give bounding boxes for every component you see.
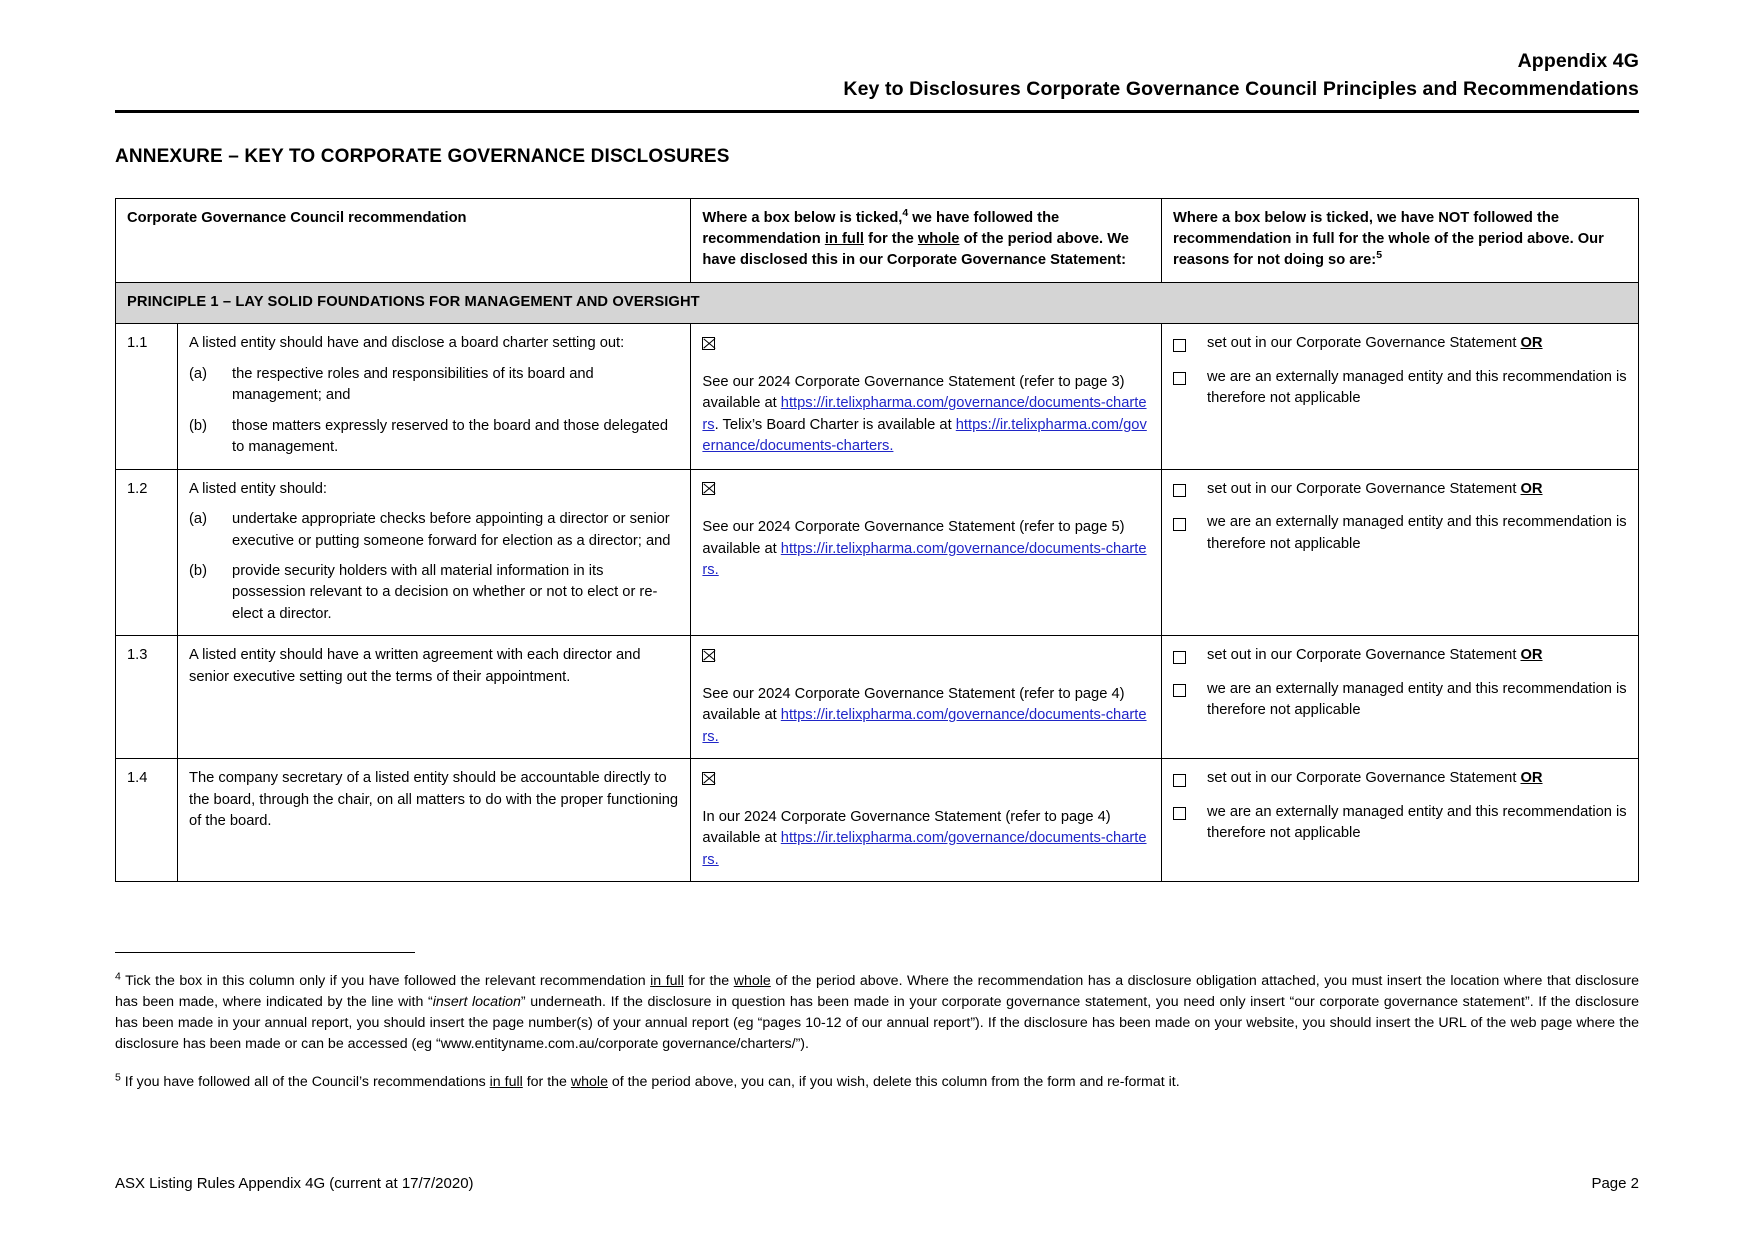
checkbox-wrapper — [1173, 333, 1207, 356]
checkbox-wrapper — [1173, 512, 1207, 555]
not-followed-option-2 — [1173, 679, 1628, 722]
subitem-text: the respective roles and responsibilities of its board and management; and — [232, 365, 594, 404]
not-followed-cell — [1161, 324, 1638, 469]
footnote-ref-4: 4 — [902, 206, 909, 219]
document-header — [115, 0, 1639, 113]
checkbox-icon[interactable] — [1173, 684, 1186, 697]
option-1-label — [1207, 768, 1628, 791]
document-footer — [115, 1175, 1639, 1192]
option-1-or: OR — [1520, 770, 1543, 787]
principle-1-heading: PRINCIPLE 1 – LAY SOLID FOUNDATIONS FOR MANAGEMENT AND OVERSIGHT — [116, 282, 1639, 323]
table-row — [116, 636, 1639, 759]
checked-checkbox-icon[interactable] — [702, 337, 715, 350]
subitem-text: undertake appropriate checks before appointing a director or senior executive or putting someone forward for election as a director; and — [232, 511, 671, 549]
option-2-label: we are an externally managed entity and this recommendation is therefore not applicable — [1206, 803, 1627, 842]
not-followed-option-1 — [1173, 479, 1628, 502]
disclosure-location-text — [702, 807, 1151, 871]
followed-cell — [691, 759, 1162, 882]
recommendation-text — [178, 324, 691, 469]
not-followed-option-1 — [1173, 333, 1628, 356]
footer-page-number: Page 2 — [1591, 1175, 1639, 1192]
footnotes-section — [115, 952, 1639, 1109]
column-header-recommendation: Corporate Governance Council recommendation — [116, 198, 691, 282]
option-1-text: set out in our Corporate Governance Statement — [1206, 480, 1521, 497]
column-header-followed: Where a box below is ticked,$^4$ we have followed the recommendation in full for the whole of the period above. We have disclosed this in our Corporate Governance Statement: — [691, 198, 1162, 282]
column-header-not-followed: Where a box below is ticked, we have NOT followed the recommendation in full for the whole of the period above. Our reasons for not doing so are:$^5$ — [1161, 198, 1638, 282]
recommendation-subitem — [189, 364, 680, 407]
option-2-label: we are an externally managed entity and this recommendation is therefore not applicable — [1206, 368, 1627, 407]
recommendation-subitem — [189, 416, 680, 459]
footnote-4: $^4$ Tick the box in this column only if you have followed the relevant recommendation in full for the whole of the period above. Where the recommendation has a disclosure obligation attached, you must insert the location where that disclosure has been made, where indicated by the line with “insert location” underneath. If the disclosure in question has been made in your corporate governance statement, you need only insert “our corporate governance statement”. If the disclosure has been made in your annual report, you should insert the page number(s) of your annual report (eg “pages 10-12 of our annual report”). If the disclosure has been made on your website, you should insert the URL of the web page where the disclosure has been made or can be accessed (eg “www.entityname.com.au/corporate governance/charters/”). — [115, 970, 1640, 1053]
checked-checkbox-icon[interactable] — [702, 772, 715, 785]
table-row — [116, 469, 1639, 636]
footnote-separator — [115, 952, 415, 953]
disclosure-location-text — [702, 684, 1151, 748]
table-row — [116, 324, 1639, 469]
followed-cell — [691, 636, 1162, 759]
recommendation-number: 1.3 — [116, 636, 178, 759]
followed-checkbox-line — [702, 768, 1151, 789]
not-followed-option-2 — [1173, 367, 1628, 410]
checkbox-icon[interactable] — [1173, 518, 1186, 531]
disclosure-text-lead: See our 2024 Corporate Governance Statement (refer to page 4) available at — [702, 685, 1125, 724]
checkbox-icon[interactable] — [1173, 774, 1186, 787]
followed-cell — [691, 469, 1162, 636]
subitem-text: provide security holders with all material information in its possession relevant to a decision on whether or not to elect or re-elect a director. — [232, 562, 658, 622]
option-1-label — [1207, 333, 1628, 356]
option-1-label — [1207, 645, 1628, 668]
footer-left-text: ASX Listing Rules Appendix 4G (current at 17/7/2020) — [115, 1175, 474, 1192]
recommendation-lead: A listed entity should: — [189, 480, 328, 497]
recommendation-number: 1.2 — [116, 469, 178, 636]
not-followed-cell — [1161, 469, 1638, 636]
header-subtitle: Key to Disclosures Corporate Governance Council Principles and Recommendations — [843, 78, 1639, 101]
recommendation-text — [178, 469, 691, 636]
option-1-or: OR — [1520, 335, 1543, 352]
table-row — [116, 759, 1639, 882]
table-header-row — [116, 198, 1639, 282]
option-1-text: set out in our Corporate Governance Statement — [1206, 770, 1521, 787]
not-followed-cell — [1161, 759, 1638, 882]
not-followed-cell — [1161, 636, 1638, 759]
option-1-text: set out in our Corporate Governance Statement — [1206, 335, 1521, 352]
governance-documents-link[interactable]: https://ir.telixpharma.com/governance/documents-charters — [702, 395, 1147, 433]
checkbox-icon[interactable] — [1173, 339, 1186, 352]
recommendation-subitem — [189, 509, 680, 552]
checked-checkbox-icon[interactable] — [702, 482, 715, 495]
followed-cell — [691, 324, 1162, 469]
checkbox-icon[interactable] — [1173, 484, 1186, 497]
option-2-label: we are an externally managed entity and this recommendation is therefore not applicable — [1206, 680, 1627, 719]
checkbox-icon[interactable] — [1173, 651, 1186, 664]
board-charter-link[interactable]: https://ir.telixpharma.com/governance/documents-charters. — [702, 416, 1147, 455]
recommendation-text — [178, 636, 691, 759]
option-2-label: we are an externally managed entity and this recommendation is therefore not applicable — [1206, 514, 1627, 552]
subitem-marker: (a) — [189, 511, 207, 528]
governance-documents-link[interactable]: https://ir.telixpharma.com/governance/documents-charters. — [702, 830, 1147, 868]
governance-documents-link[interactable]: https://ir.telixpharma.com/governance/documents-charters. — [702, 707, 1147, 745]
subitem-marker: (b) — [189, 562, 207, 579]
not-followed-option-2 — [1173, 512, 1628, 555]
subitem-marker: (a) — [189, 365, 207, 382]
disclosure-location-text — [702, 372, 1151, 458]
option-1-or: OR — [1520, 480, 1543, 497]
annexure-title: ANNEXURE – KEY TO CORPORATE GOVERNANCE DISCLOSURES — [115, 145, 730, 167]
footnote-4-marker: 4 — [115, 970, 121, 983]
option-1-text: set out in our Corporate Governance Statement — [1206, 647, 1521, 664]
subitem-marker: (b) — [189, 417, 207, 434]
header-title-appendix: Appendix 4G — [1517, 50, 1639, 72]
recommendation-text — [178, 759, 691, 882]
principle-heading-row — [116, 282, 1639, 323]
checkbox-icon[interactable] — [1173, 372, 1186, 385]
governance-documents-link[interactable]: https://ir.telixpharma.com/governance/documents-charters. — [702, 540, 1147, 578]
footnote-5-marker: 5 — [115, 1070, 121, 1083]
disclosure-text-lead: In our 2024 Corporate Governance Statement (refer to page 4) available at — [702, 808, 1111, 847]
checkbox-wrapper — [1173, 802, 1207, 845]
recommendation-lead: A listed entity should have and disclose a board charter setting out: — [189, 335, 625, 352]
disclosure-location-text — [702, 517, 1151, 581]
option-1-or: OR — [1520, 647, 1543, 664]
governance-disclosures-table — [115, 198, 1639, 882]
footnote-5: $^5$ If you have followed all of the Council’s recommendations in full for the whole of the period above, you can, if you wish, delete this column from the form and re-format it. — [115, 1070, 1180, 1090]
disclosure-text-lead: See our 2024 Corporate Governance Statement (refer to page 5) available at — [702, 519, 1125, 557]
subitem-text: those matters expressly reserved to the board and those delegated to management. — [232, 417, 669, 456]
checkbox-wrapper — [1173, 367, 1207, 410]
checkbox-icon[interactable] — [1173, 807, 1186, 820]
option-1-label — [1207, 479, 1628, 502]
recommendation-lead: A listed entity should have a written agreement with each director and senior executive setting out the terms of their appointment. — [189, 647, 641, 685]
checkbox-wrapper — [1173, 479, 1207, 502]
checked-checkbox-icon[interactable] — [702, 649, 715, 662]
disclosure-text-lead: See our 2024 Corporate Governance Statement (refer to page 3) available at — [702, 373, 1125, 412]
recommendation-number: 1.1 — [116, 324, 178, 469]
followed-checkbox-line — [702, 479, 1151, 500]
checkbox-wrapper — [1173, 768, 1207, 791]
recommendation-number: 1.4 — [116, 759, 178, 882]
not-followed-option-1 — [1173, 768, 1628, 791]
recommendation-lead: The company secretary of a listed entity should be accountable directly to the board, through the chair, on all matters to do with the proper functioning of the board. — [189, 770, 679, 830]
checkbox-wrapper — [1173, 645, 1207, 668]
not-followed-option-1 — [1173, 645, 1628, 668]
disclosure-text-middle: . Telix’s Board Charter is available at — [714, 416, 956, 433]
followed-checkbox-line — [702, 645, 1151, 666]
followed-checkbox-line — [702, 333, 1151, 354]
recommendation-subitem — [189, 561, 680, 625]
not-followed-option-2 — [1173, 802, 1628, 845]
checkbox-wrapper — [1173, 679, 1207, 722]
footnote-ref-5: 5 — [1376, 249, 1383, 262]
